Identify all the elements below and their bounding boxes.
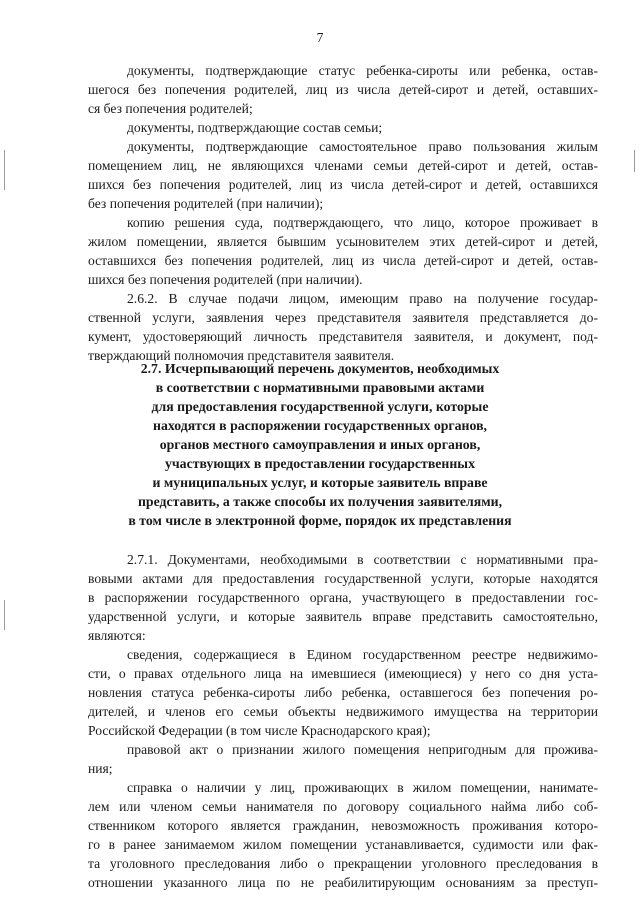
scan-edge-mark [4, 600, 5, 630]
paragraph-line: шегося без попечения родителей, лиц из числа детей-сирот и детей, оставших- [88, 82, 598, 97]
paragraph-line: ственником которого является гражданин, невозможность проживания которо- [88, 818, 598, 833]
paragraph-line: являются: [88, 628, 146, 643]
paragraph-line: документы, подтверждающие самостоятельное право пользования жилым [127, 139, 598, 154]
paragraph-line: правовой акт о признании жилого помещения непригодным для прожива- [127, 742, 598, 757]
paragraph-line: в распоряжении государственного органа, участвующего в предоставлении гос- [88, 590, 598, 605]
paragraph-line: кумент, удостоверяющий личность представителя заявителя, и документ, под- [88, 329, 598, 344]
section-heading-line: для предоставления государственной услуги, которые [151, 399, 489, 414]
paragraph-line: отношении указанного лица по не реабилитирующим основаниям за преступ- [88, 875, 598, 890]
paragraph-line: документы, подтверждающие статус ребенка-сироты или ребенка, остав- [127, 63, 598, 78]
paragraph-line: шихся без попечения родителей, лиц из числа детей-сирот и детей, оставшихся [88, 177, 598, 192]
section-heading-line: органов местного самоуправления и иных органов, [159, 437, 481, 452]
paragraph-line: го в ранее занимаемом жилом помещении устанавливается, судимости или фак- [88, 837, 598, 852]
paragraph-line: помещением лиц, не являющихся членами семьи детей-сирот и детей, остав- [88, 158, 598, 173]
paragraph-line: без попечения родителей (при наличии); [88, 196, 324, 211]
paragraph-line: оставшихся без попечения родителей, лиц из числа детей-сирот и детей, остав- [88, 253, 598, 268]
paragraph-line: сти, о правах отдельного лица на имевшиеся (имеющиеся) у него со дня уста- [88, 666, 598, 681]
scan-edge-mark [634, 150, 635, 172]
paragraph-line: копию решения суда, подтверждающего, что лицо, которое проживает в [127, 215, 598, 230]
paragraph-line: дителей, и членов его семьи объекты недвижимого имущества на территории [88, 704, 598, 719]
page-number: 7 [316, 30, 324, 45]
paragraph-line: ственной услуги, заявления через представителя заявителя представляется до- [88, 310, 598, 325]
paragraph-line: сведения, содержащиеся в Едином государственном реестре недвижимо- [127, 647, 598, 662]
paragraph-line: Российской Федерации (в том числе Краснодарского края); [88, 723, 431, 738]
paragraph-line: шихся без попечения родителей (при наличии). [88, 272, 363, 287]
paragraph-line: вовыми актами для предоставления государственной услуги, которые находятся [88, 571, 598, 586]
paragraph-line: 2.7.1. Документами, необходимыми в соответствии с нормативными пра- [127, 552, 598, 567]
section-heading-line: и муниципальных услуг, и которые заявитель вправе [152, 475, 488, 490]
paragraph-line: ния; [88, 761, 113, 776]
section-heading-line: в том числе в электронной форме, порядок их представления [128, 513, 512, 528]
paragraph-line: ся без попечения родителей; [88, 101, 253, 116]
paragraph-line: та уголовного преследования либо о прекращении уголовного преследования в [88, 856, 598, 871]
paragraph-line: жилом помещении, является бывшим усыновителем этих детей-сирот и детей, [88, 234, 598, 249]
section-heading-line: 2.7. Исчерпывающий перечень документов, необходимых [140, 361, 500, 376]
paragraph-line: документы, подтверждающие состав семьи; [127, 120, 383, 135]
paragraph-line: 2.6.2. В случае подачи лицом, имеющим право на получение государ- [127, 291, 598, 306]
paragraph-line: новления статуса ребенка-сироты либо ребенка, оставшегося без попечения ро- [88, 685, 598, 700]
section-heading-line: представить, а также способы их получения заявителями, [137, 494, 503, 509]
scan-edge-mark [4, 150, 5, 190]
section-heading-line: находятся в распоряжении государственных органов, [153, 418, 487, 433]
paragraph-line: тверждающий полномочия представителя заявителя. [88, 348, 395, 363]
paragraph-line: лем или членом семьи нанимателя по договору социального найма либо соб- [88, 799, 598, 814]
section-heading-line: участвующих в предоставлении государственных [165, 456, 475, 471]
paragraph-line: ударственной услуги, и которые заявитель вправе представить самостоятельно, [88, 609, 598, 624]
paragraph-line: справка о наличии у лиц, проживающих в жилом помещении, нанимате- [127, 780, 598, 795]
section-heading-line: в соответствии с нормативными правовыми актами [155, 380, 485, 395]
